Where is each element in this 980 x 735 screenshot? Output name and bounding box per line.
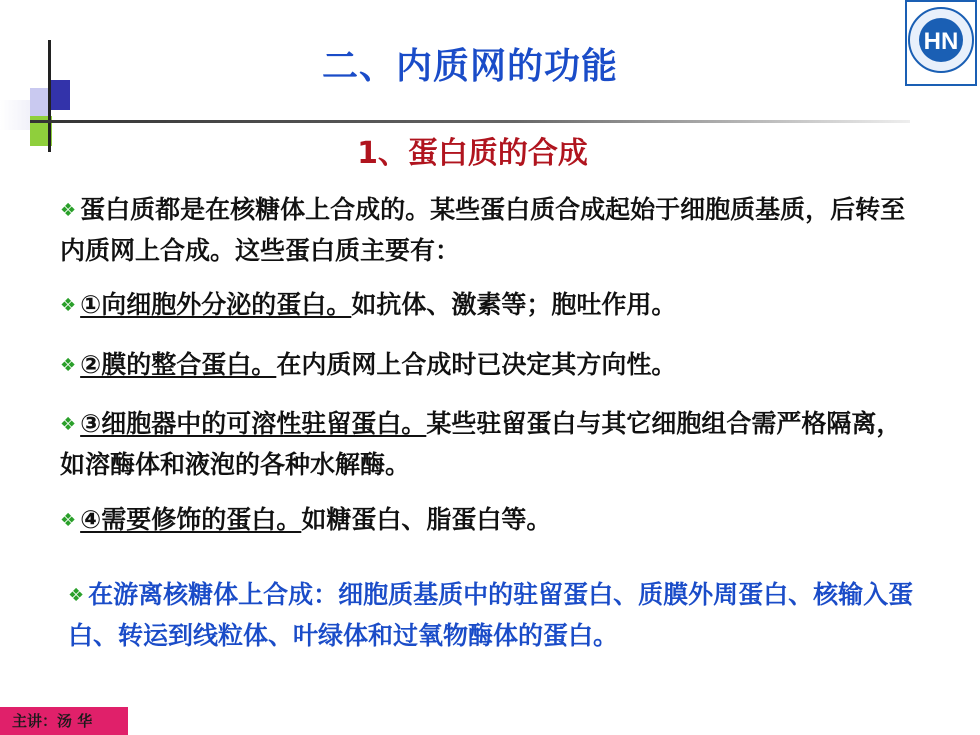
paragraph-item-2 [60, 345, 920, 386]
paragraph-intro [60, 190, 920, 271]
section-subtitle: 1、蛋白质的合成 [357, 136, 588, 171]
item-4-text: 如糖蛋白、脂蛋白等。 [301, 505, 552, 534]
item-2-text: 在内质网上合成时已决定其方向性。 [276, 350, 677, 379]
item-1-text: 如抗体、激素等；胞吐作用。 [351, 290, 677, 319]
paragraph-item-4 [60, 500, 920, 541]
item-4-heading: ④需要修饰的蛋白。 [80, 505, 302, 534]
diamond-bullet-icon: ❖ [60, 295, 77, 316]
svg-text:HN: HN [923, 28, 959, 55]
page-title: 二、内质网的功能 [321, 46, 618, 87]
paragraph-free-ribosome [68, 575, 928, 656]
item-3-heading: ③细胞器中的可溶性驻留蛋白。 [80, 409, 427, 438]
item-2-heading: ②膜的整合蛋白。 [80, 350, 277, 379]
diamond-bullet-icon: ❖ [60, 200, 77, 221]
decor-horizontal-line [30, 120, 910, 123]
paragraph-item-3 [60, 404, 920, 485]
decor-square-light [30, 88, 50, 116]
diamond-bullet-icon: ❖ [60, 510, 77, 531]
presenter-footer: 主讲：汤 华 [0, 707, 128, 735]
item-3-text: 某些驻留蛋白与其它细胞组合需严格隔离，如溶酶体和液泡的各种水解酶。 [60, 409, 902, 479]
diamond-bullet-icon: ❖ [60, 355, 77, 376]
intro-text: 蛋白质都是在核糖体上合成的。某些蛋白质合成起始于细胞质基质，后转至内质网上合成。这些蛋白质主要有： [60, 195, 906, 265]
diamond-bullet-icon: ❖ [68, 585, 85, 606]
item-1-heading: ①向细胞外分泌的蛋白。 [80, 290, 352, 319]
diamond-bullet-icon: ❖ [60, 414, 77, 435]
free-ribosome-text: 在游离核糖体上合成：细胞质基质中的驻留蛋白、质膜外周蛋白、核输入蛋白、转运到线粒体、叶绿体和过氧物酶体的蛋白。 [68, 580, 914, 650]
paragraph-item-1 [60, 285, 920, 326]
